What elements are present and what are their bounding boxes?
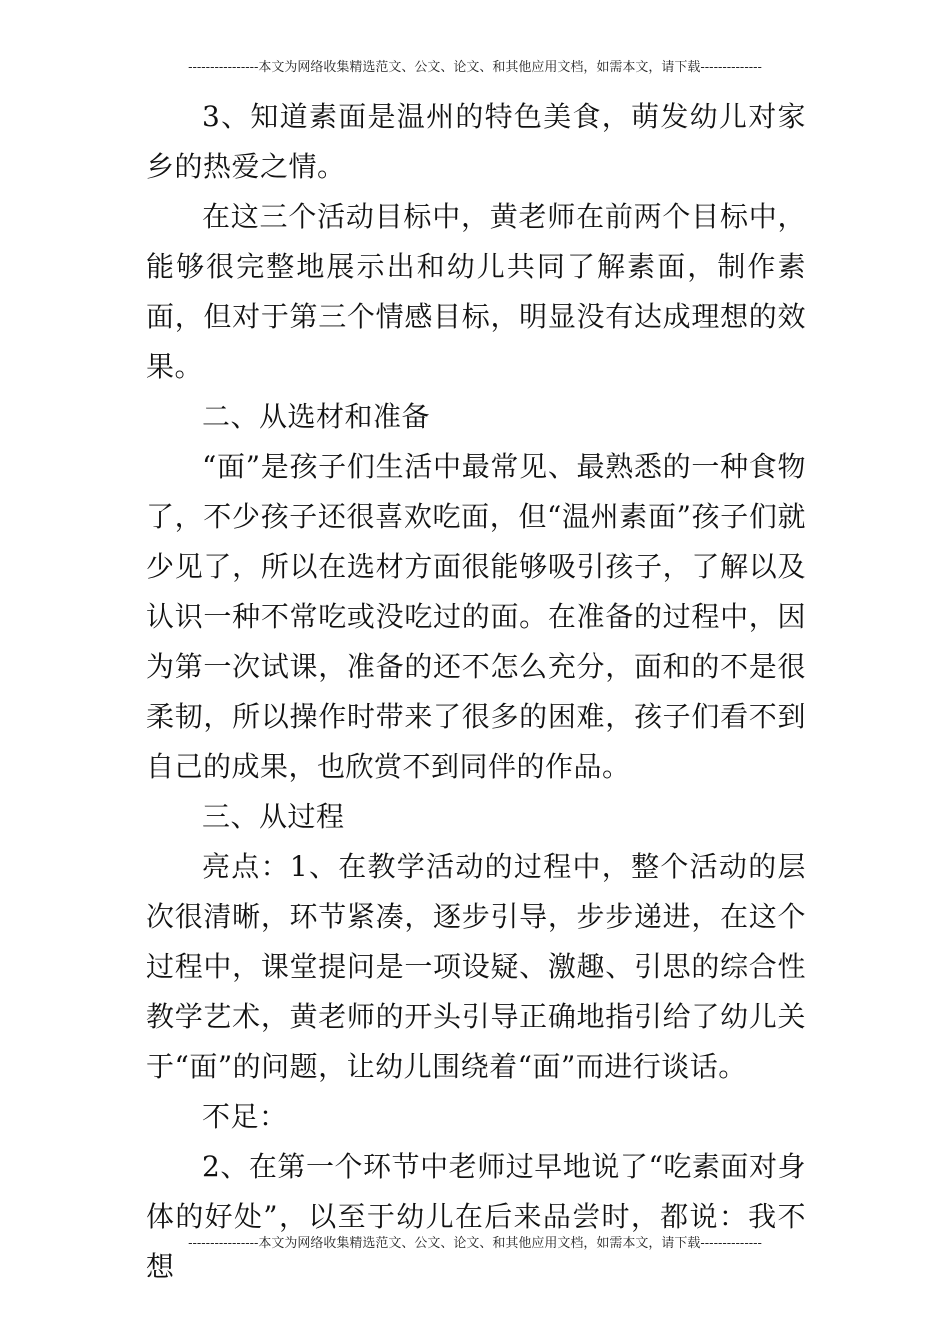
paragraph-shortcoming-2: 2、在第一个环节中老师过早地说了“吃素面对身体的好处”，以至于幼儿在后来品尝时，都说：我不想 <box>146 1150 806 1283</box>
paragraph-goal-analysis: 在这三个活动目标中，黄老师在前两个目标中，能够很完整地展示出和幼儿共同了解素面，制作素面，但对于第三个情感目标，明显没有达成理想的效果。 <box>146 200 806 383</box>
section-heading-process: 三、从过程 <box>202 800 345 833</box>
paragraph-highlights: 亮点：1、在教学活动的过程中，整个活动的层次很清晰，环节紧凑，逐步引导，步步递进，在这个过程中，课堂提问是一项设疑、激趣、引思的综合性教学艺术，黄老师的开头引导正确地指引给了幼儿关于“面”的问题，让幼儿围绕着“面”而进行谈话。 <box>146 850 806 1083</box>
paragraph-materials: “面”是孩子们生活中最常见、最熟悉的一种食物了，不少孩子还很喜欢吃面，但“温州素面”孩子们就少见了，所以在选材方面很能够吸引孩子，了解以及认识一种不常吃或没吃过的面。在准备的过程中，因为第一次试课，准备的还不怎么充分，面和的不是很柔韧，所以操作时带来了很多的困难，孩子们看不到自己的成果，也欣赏不到同伴的作品。 <box>146 450 806 783</box>
document-body <box>146 92 806 1292</box>
paragraph-goal-3: 3、知道素面是温州的特色美食，萌发幼儿对家乡的热爱之情。 <box>146 100 806 183</box>
paragraph-shortcomings-label: 不足： <box>202 1100 288 1133</box>
section-heading-materials: 二、从选材和准备 <box>202 400 431 433</box>
header-banner: ----------------本文为网络收集精选范文、公文、论文、和其他应用文档，如需本文，请下载-------------- <box>188 60 762 75</box>
footer-banner: ----------------本文为网络收集精选范文、公文、论文、和其他应用文档，如需本文，请下载-------------- <box>188 1236 762 1251</box>
